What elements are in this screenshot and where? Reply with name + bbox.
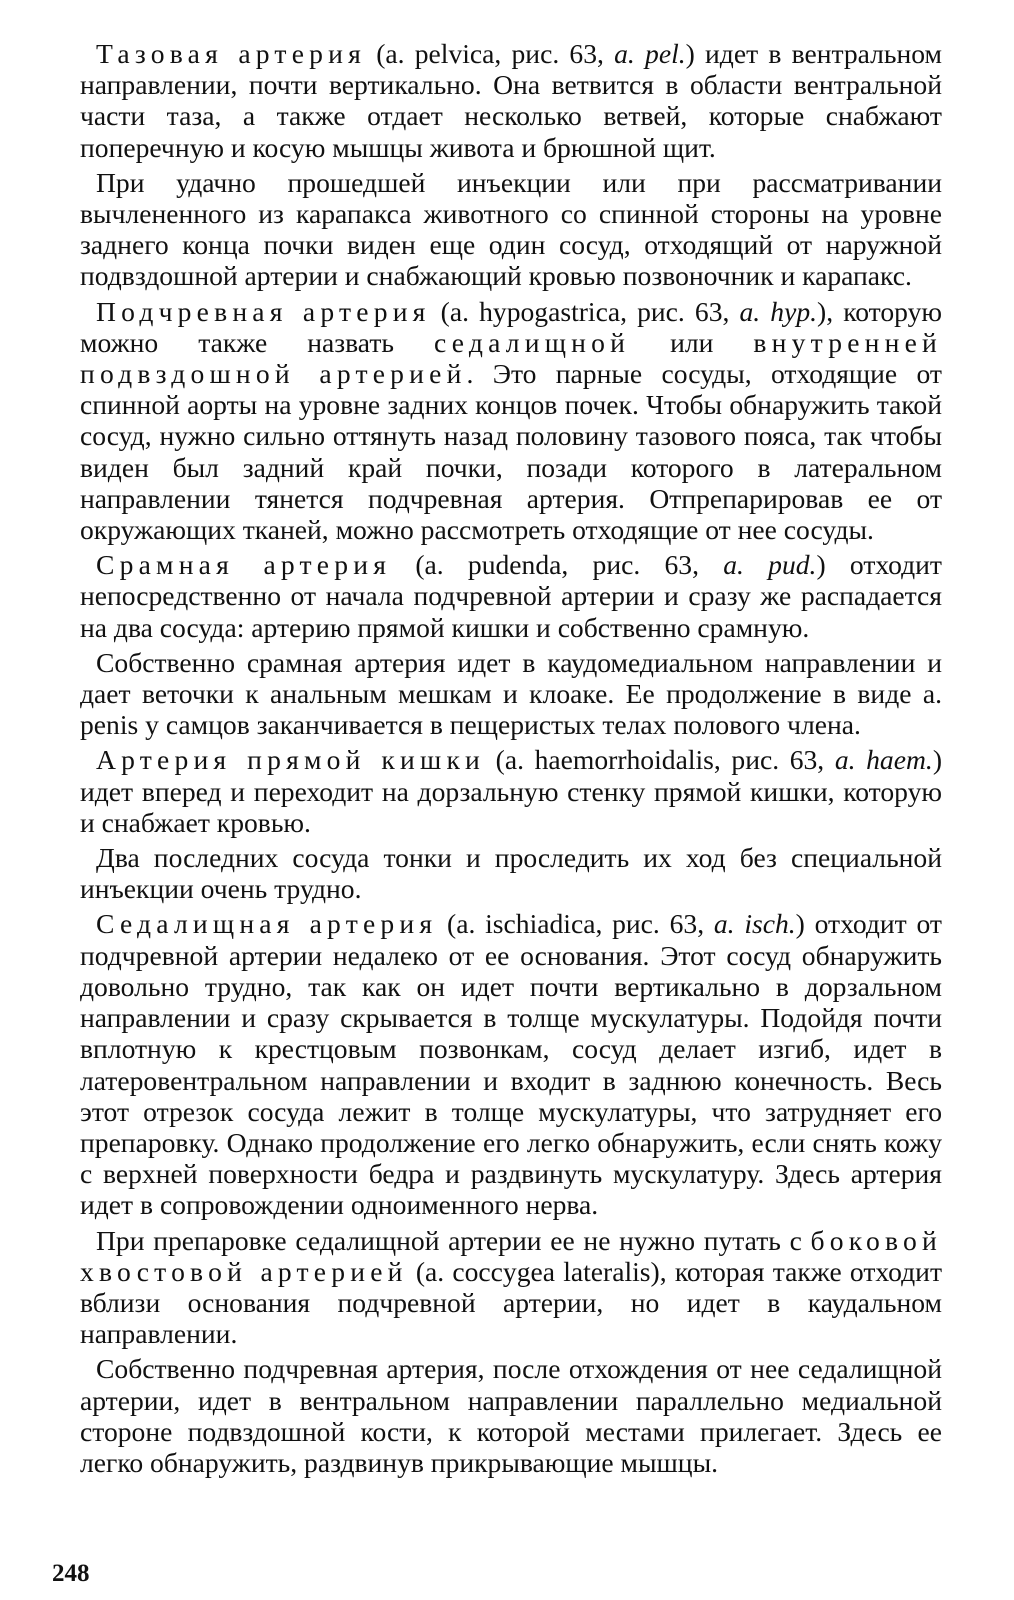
page-body bbox=[80, 38, 942, 1482]
paragraph-text: Собственно срамная артерия идет в каудомедиальном направлении и дает веточки к анальным мешкам и клоаке. Ее продолжение в виде a. penis у самцов заканчивается в пещеристых телах полового члена. bbox=[80, 646, 942, 741]
paragraph-text: При препаровке седалищной артерии ее не нужно путать с bbox=[96, 1224, 811, 1256]
paragraph-proper-hypogastric bbox=[80, 1353, 942, 1478]
paragraph-rectal-artery bbox=[80, 744, 942, 838]
paragraph-text: ) идет вперед и переходит на дорзальную стенку прямой кишки, которую и снабжает кровью. bbox=[80, 744, 943, 838]
term-pudendal-artery: Срамная артерия bbox=[96, 549, 392, 581]
paragraph-hypogastric-artery bbox=[80, 296, 942, 546]
paragraph-pelvic-artery bbox=[80, 38, 942, 163]
paragraph-pudendal-artery bbox=[80, 549, 942, 643]
figure-label: a. pud. bbox=[723, 549, 817, 581]
paragraph-text: (a. hypogastrica, рис. 63, bbox=[430, 295, 740, 327]
paragraph-lateral-caudal bbox=[80, 1225, 942, 1350]
paragraph-text: Два последних сосуда тонки и проследить их ход без специальной инъекции очень трудно. bbox=[80, 842, 942, 905]
term-lateral-caudal-artery: боковой хвостовой артерией bbox=[80, 1224, 942, 1287]
figure-label: a. isch. bbox=[713, 908, 796, 940]
figure-label: a. hyp. bbox=[739, 295, 818, 327]
page-number: 248 bbox=[52, 1560, 90, 1587]
paragraph-injection bbox=[80, 167, 942, 292]
term-sciatic: седалищной bbox=[433, 326, 631, 358]
term-sciatic-artery: Седалищная артерия bbox=[96, 908, 438, 940]
term-hypogastric-artery: Подчревная артерия bbox=[96, 295, 431, 327]
paragraph-two-vessels bbox=[80, 842, 942, 904]
paragraph-text: (a. coccygea lateralis), которая также отходит вблизи основания подчревной артерии, но идет в каудальном направлении. bbox=[80, 1255, 943, 1350]
paragraph-text: или bbox=[630, 326, 754, 358]
paragraph-text: (a. haemorrhoidalis, рис. 63, bbox=[485, 744, 835, 776]
figure-label: a. haem. bbox=[834, 744, 933, 776]
figure-label: a. pel. bbox=[614, 38, 686, 69]
paragraph-sciatic-artery bbox=[80, 908, 942, 1220]
paragraph-text: . Это парные сосуды, отходящие от спинной аорты на уровне задних концов почек. Чтобы обнаружить такой сосуд, нужно сильно оттянуть назад половину тазового пояса, так чтобы виден был задний край почки, позади которого в латеральном направлении тянется подчревная артерия. Отпрепарировав ее от окружающих тканей, можно рассмотреть отходящие от нее сосуды. bbox=[80, 358, 942, 546]
paragraph-text: ) идет в вентральном направлении, почти вертикально. Она ветвится в области вентральной части таза, а также отдает несколько ветвей, которые снабжают поперечную и косую мышцы живота и брюшной щит. bbox=[80, 38, 942, 163]
paragraph-text: (a. pudenda, рис. 63, bbox=[391, 549, 724, 581]
term-pelvic-artery: Тазовая артерия bbox=[96, 38, 366, 69]
paragraph-proper-pudendal bbox=[80, 647, 942, 741]
term-rectal-artery: Артерия прямой кишки bbox=[96, 744, 486, 776]
term-internal-iliac-artery: внутренней подвздошной артерией bbox=[80, 326, 942, 390]
paragraph-text: (a. pelvica, рис. 63, bbox=[366, 38, 615, 69]
paragraph-text: При удачно прошедшей инъекции или при рассматривании вычлененного из карапакса животного со спинной стороны на уровне заднего конца почки виден еще один сосуд, отходящий от наружной подвздошной артерии и снабжающий кровью позвоночник и карапакс. bbox=[80, 166, 942, 292]
paragraph-text: ) отходит от подчревной артерии недалеко от ее основания. Этот сосуд обнаружить довольно трудно, так как он идет почти вертикально в дорзальном направлении и сразу скрывается в толще мускулатуры. Подойдя почти вплотную к крестцовым позвонкам, сосуд делает изгиб, идет в латеровентральном направлении и входит в заднюю конечность. Весь этот отрезок сосуда лежит в толще мускулатуры, что затрудняет его препаровку. Однако продолжение его легко обнаружить, если снять кожу с верхней поверхности бедра и раздвинуть мускулатуру. Здесь артерия идет в сопровождении одноименного нерва. bbox=[80, 908, 942, 1221]
paragraph-text: Собственно подчревная артерия, после отхождения от нее седалищной артерии, идет в вентральном направлении параллельно медиальной стороне подвздошной кости, к которой местами прилегает. Здесь ее легко обнаружить, раздвинув прикрывающие мышцы. bbox=[80, 1353, 942, 1478]
paragraph-text: ) отходит непосредственно от начала подчревной артерии и сразу же распадается на два сосуда: артерию прямой кишки и собственно срамную. bbox=[80, 549, 942, 643]
paragraph-text: ), которую можно также назвать bbox=[80, 295, 943, 358]
paragraph-text: (a. ischiadica, рис. 63, bbox=[437, 908, 714, 940]
